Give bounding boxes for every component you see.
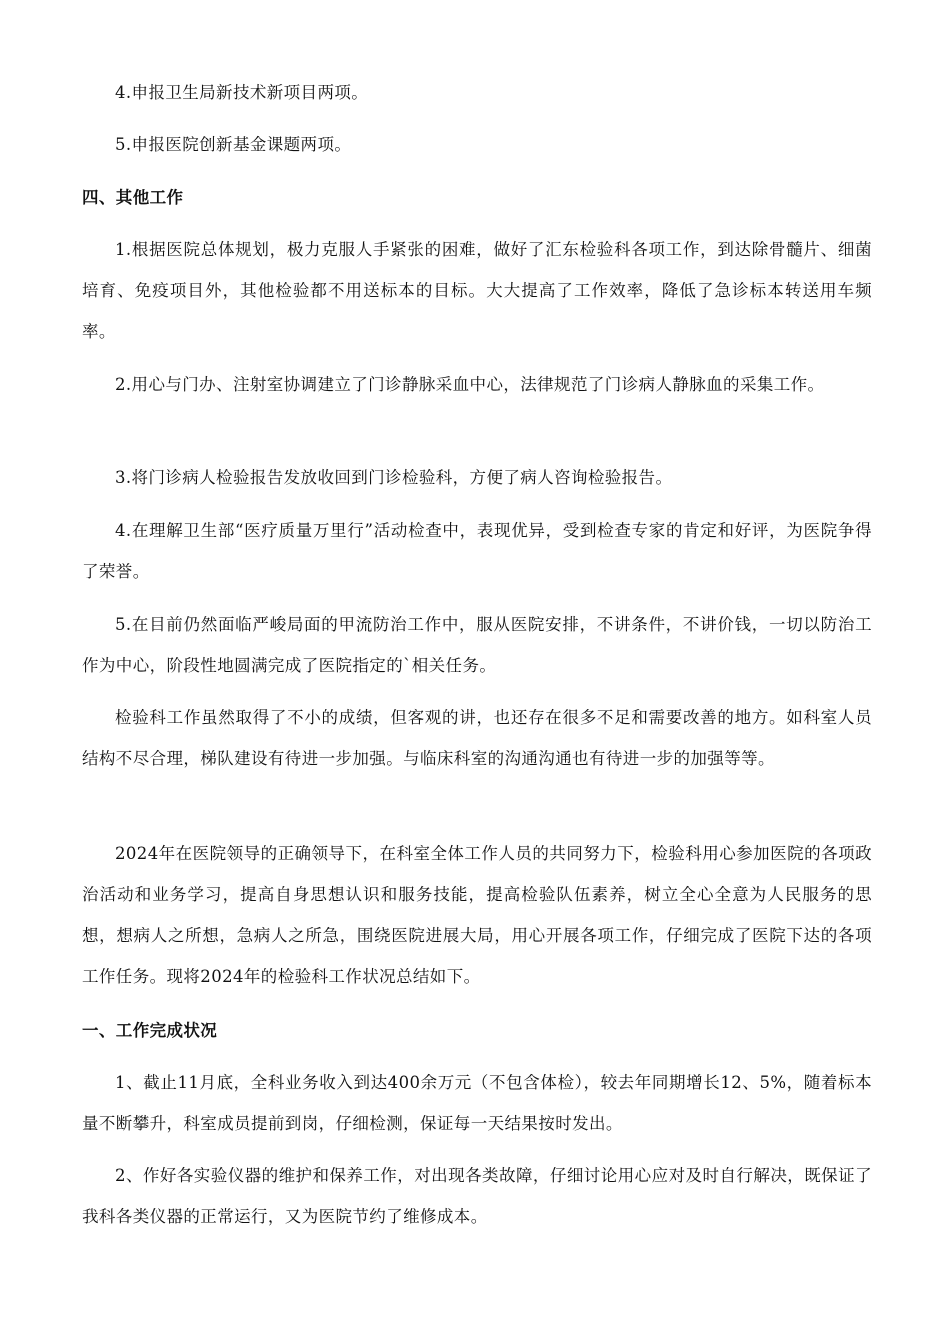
paragraph-item-5-innovation-fund: 5.申报医院创新基金课题两项。: [115, 135, 352, 154]
paragraph-other-work-2: 2.用心与门办、注射室协调建立了门诊静脉采血中心，法律规范了门诊病人静脉血的采集工作。: [115, 375, 825, 394]
paragraph-completion-2: 2、作好各实验仪器的维护和保养工作，对出现各类故障，仔细讨论用心应对及时自行解决，既保证了我科各类仪器的正常运行，又为医院节约了维修成本。: [82, 1166, 872, 1226]
section-heading-other-work: 四、其他工作: [82, 188, 184, 207]
paragraph-completion-1: 1、截止11月底，全科业务收入到达400余万元（不包含体检），较去年同期增长12、5%，随着标本量不断攀升，科室成员提前到岗，仔细检测，保证每一天结果按时发出。: [82, 1073, 872, 1133]
section-heading-work-completion: 一、工作完成状况: [82, 1021, 218, 1040]
paragraph-other-work-4: 4.在理解卫生部“医疗质量万里行”活动检查中，表现优异，受到检查专家的肯定和好评，为医院争得了荣誉。: [82, 521, 872, 581]
paragraph-other-work-1: 1.根据医院总体规划，极力克服人手紧张的困难，做好了汇东检验科各项工作，到达除骨髓片、细菌培育、免疫项目外，其他检验都不用送标本的目标。大大提高了工作效率，降低了急诊标本转送用车频率。: [82, 240, 872, 341]
paragraph-other-work-3: 3.将门诊病人检验报告发放收回到门诊检验科，方便了病人咨询检验报告。: [115, 468, 673, 487]
paragraph-item-4-new-tech: 4.申报卫生局新技术新项目两项。: [115, 83, 369, 102]
paragraph-2024-summary-intro: 2024年在医院领导的正确领导下，在科室全体工作人员的共同努力下，检验科用心参加医院的各项政治活动和业务学习，提高自身思想认识和服务技能，提高检验队伍素养，树立全心全意为人民服务的思想，想病人之所想，急病人之所急，围绕医院进展大局，用心开展各项工作，仔细完成了医院下达的各项工作任务。现将2024年的检验科工作状况总结如下。: [82, 844, 872, 986]
paragraph-shortcomings: 检验科工作虽然取得了不小的成绩，但客观的讲，也还存在很多不足和需要改善的地方。如科室人员结构不尽合理，梯队建设有待进一步加强。与临床科室的沟通沟通也有待进一步的加强等等。: [82, 708, 872, 768]
paragraph-other-work-5: 5.在目前仍然面临严峻局面的甲流防治工作中，服从医院安排，不讲条件，不讲价钱，一切以防治工作为中心，阶段性地圆满完成了医院指定的`相关任务。: [82, 615, 872, 675]
